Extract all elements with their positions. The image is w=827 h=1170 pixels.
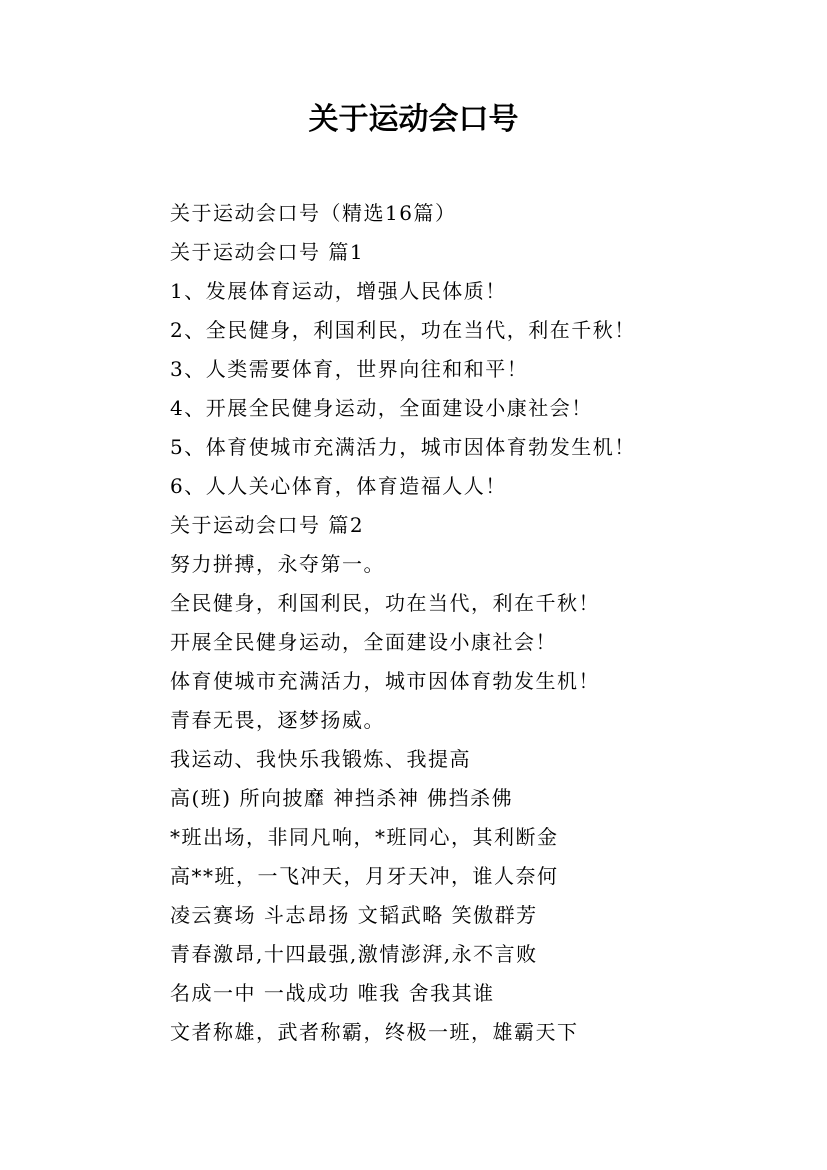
text-line: 努力拼搏，永夺第一。 xyxy=(170,552,385,576)
text-line: 关于运动会口号 篇2 xyxy=(170,513,365,537)
text-line: 青春激昂,十四最强,激情澎湃,永不言败 xyxy=(170,942,538,966)
text-line: 1、发展体育运动，增强人民体质！ xyxy=(170,279,507,303)
text-line: 开展全民健身运动，全面建设小康社会！ xyxy=(170,630,557,654)
document-body xyxy=(170,194,790,1052)
text-line: 高**班，一飞冲天，月牙天冲，谁人奈何 xyxy=(170,864,559,888)
text-line: 关于运动会口号（精选16篇） xyxy=(170,201,457,225)
text-line: 2、全民健身，利国利民，功在当代，利在千秋！ xyxy=(170,318,636,342)
text-line: 关于运动会口号 篇1 xyxy=(170,240,365,264)
text-line: 凌云赛场 斗志昂扬 文韬武略 笑傲群芳 xyxy=(170,903,538,927)
text-line: 青春无畏，逐梦扬威。 xyxy=(170,708,385,732)
text-line: 体育使城市充满活力，城市因体育勃发生机！ xyxy=(170,669,600,693)
text-line: 名成一中 一战成功 唯我 舍我其谁 xyxy=(170,981,495,1005)
text-line: 3、人类需要体育，世界向往和和平！ xyxy=(170,357,529,381)
text-line: 4、开展全民健身运动，全面建设小康社会！ xyxy=(170,396,593,420)
text-line: 全民健身，利国利民，功在当代，利在千秋！ xyxy=(170,591,600,615)
document-title: 关于运动会口号 xyxy=(308,102,519,137)
text-line: 5、体育使城市充满活力，城市因体育勃发生机！ xyxy=(170,435,636,459)
text-line: 我运动、我快乐我锻炼、我提高 xyxy=(170,747,471,771)
text-line: 高(班) 所向披靡 神挡杀神 佛挡杀佛 xyxy=(170,786,514,810)
text-line: 6、人人关心体育，体育造福人人！ xyxy=(170,474,507,498)
text-line: 文者称雄，武者称霸，终极一班，雄霸天下 xyxy=(170,1020,579,1044)
text-line: *班出场，非同凡响，*班同心，其利断金 xyxy=(170,825,559,849)
